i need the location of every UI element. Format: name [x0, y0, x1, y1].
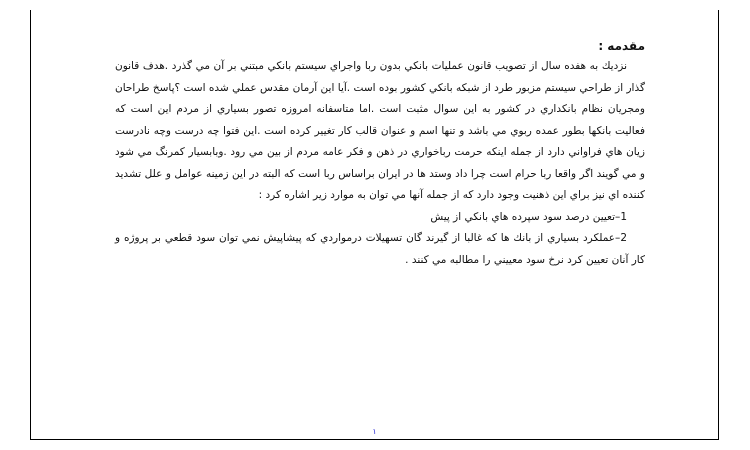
intro-paragraph: نزديك به هفده سال از تصويب قانون عمليات بانكي بدون ربا واجراي سيستم بانكي مبتني بر آن مي گذرد .هدف قانون گذار از طراحي سيستم مزبور طرد از شبكه بانكي كشور بوده است .آيا اين آرمان مقدس عملي شده است ؟پاسخ طراحان ومجريان نظام بانكداري در كشور به اين سوال مثبت است .اما متاسفانه امروزه تصور بسياري از مردم اين است كه فعاليت بانكها بطور عمده ربوي مي باشد و تنها اسم و عنوان قالب كار تغيير كرده است .اين فتوا چه درست وچه نادرست زيان هاي فراواني دارد از جمله اينكه حرمت رباخواري در ذهن و فكر عامه مردم از بين مي رود .وبابسيار كمرنگ مي شود و مي گويند اگر واقعا ربا حرام است چرا داد وستد ها در ايران براساس ربا است كه البته در اين زمينه عوامل و علل تشديد كننده اي نيز براي اين ذهنيت وجود دارد كه از جمله آنها مي توان به موارد زير اشاره كرد :: [115, 60, 645, 201]
list-item-1: 1–تعيين درصد سود سپرده هاي بانكي از پيش: [430, 210, 627, 223]
document-body: [115, 38, 645, 271]
section-heading: مقدمه :: [598, 39, 645, 53]
list-item-2: 2–عملكرد بسياري از بانك ها كه غالبا از گيرند گان تسهيلات درمواردي كه پيشاپيش نمي توان سود قطعي بر پروژه و كار آنان تعيين كرد نرخ سود معييني را مطالبه مي كنند .: [115, 232, 645, 266]
document-page: [30, 10, 719, 440]
page-number: ۱: [372, 427, 377, 436]
